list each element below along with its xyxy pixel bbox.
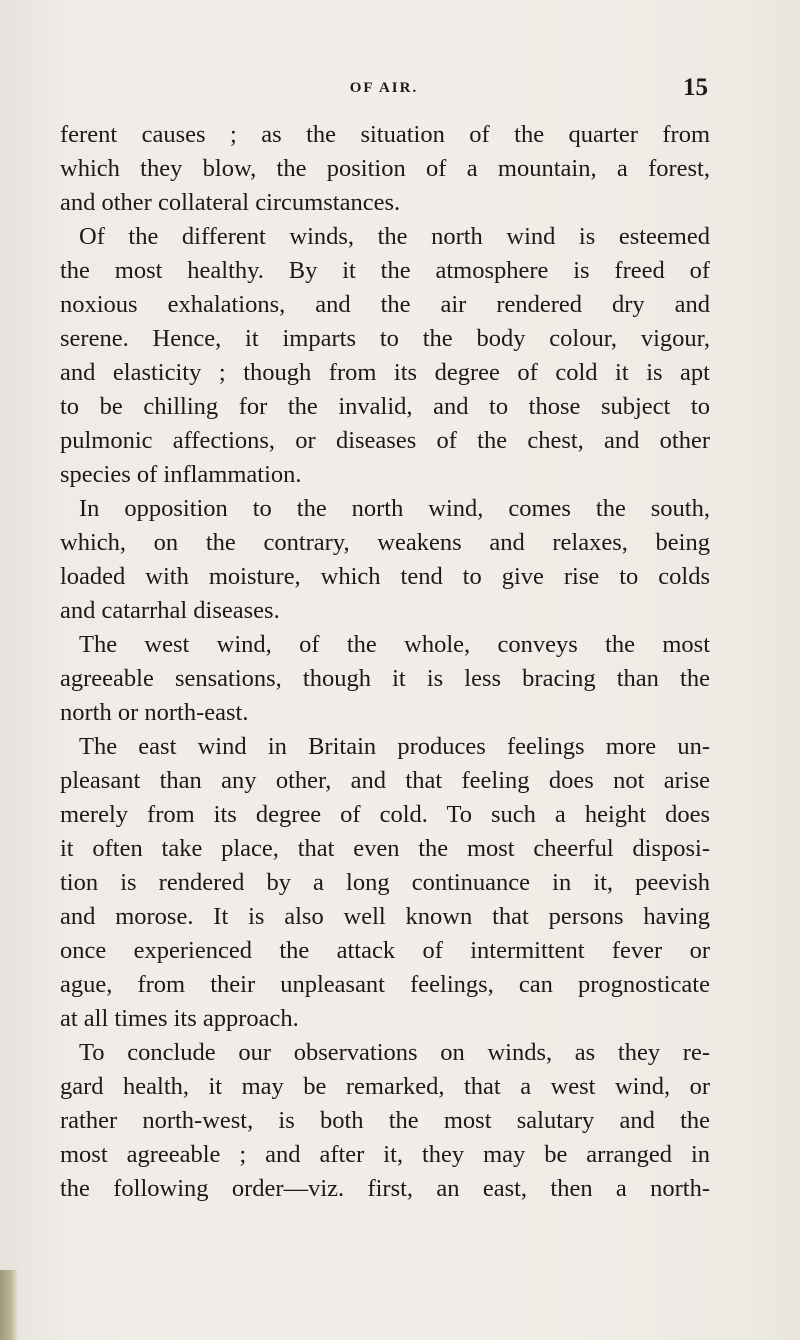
text-line: tion is rendered by a long continuance in it, peevish: [60, 869, 710, 896]
paragraph-start-line: The east wind in Britain produces feelings more un-: [79, 733, 710, 760]
text-line: merely from its degree of cold. To such a height does: [60, 801, 710, 828]
running-title: OF AIR.: [349, 80, 419, 96]
paragraph-start-line: To conclude our observations on winds, as they re-: [79, 1039, 710, 1066]
body-text: [60, 118, 710, 1206]
text-line: and other collateral circumstances.: [60, 189, 401, 216]
text-line: which, on the contrary, weakens and relaxes, being: [60, 529, 710, 556]
text-line: most agreeable ; and after it, they may be arranged in: [60, 1141, 710, 1168]
page-number: 15: [683, 74, 708, 101]
text-line: at all times its approach.: [60, 1005, 299, 1032]
paragraph-start-line: Of the different winds, the north wind is esteemed: [79, 223, 710, 250]
text-line: north or north-east.: [60, 699, 249, 726]
text-line: the most healthy. By it the atmosphere is freed of: [60, 257, 710, 284]
text-line: ferent causes ; as the situation of the quarter from: [60, 121, 710, 148]
text-line: rather north-west, is both the most salutary and the: [60, 1107, 710, 1134]
text-line: which they blow, the position of a mountain, a forest,: [60, 155, 710, 182]
text-line: and catarrhal diseases.: [60, 597, 280, 624]
text-line: ague, from their unpleasant feelings, can prognosticate: [60, 971, 710, 998]
text-line: species of inflammation.: [60, 461, 302, 488]
text-line: gard health, it may be remarked, that a west wind, or: [60, 1073, 710, 1100]
running-head: [60, 74, 708, 104]
text-line: the following order—viz. first, an east, then a north-: [60, 1175, 710, 1202]
text-line: and elasticity ; though from its degree of cold it is apt: [60, 359, 710, 386]
paragraph-start-line: The west wind, of the whole, conveys the most: [79, 631, 710, 658]
text-line: pleasant than any other, and that feeling does not arise: [60, 767, 710, 794]
text-line: it often take place, that even the most cheerful disposi-: [60, 835, 710, 862]
text-line: noxious exhalations, and the air rendered dry and: [60, 291, 710, 318]
text-line: once experienced the attack of intermittent fever or: [60, 937, 710, 964]
text-line: agreeable sensations, though it is less bracing than the: [60, 665, 710, 692]
text-line: and morose. It is also well known that persons having: [60, 903, 710, 930]
text-line: pulmonic affections, or diseases of the chest, and other: [60, 427, 710, 454]
text-line: loaded with moisture, which tend to give rise to colds: [60, 563, 710, 590]
paragraph-start-line: In opposition to the north wind, comes the south,: [79, 495, 710, 522]
page-edge-stain: [0, 1270, 18, 1340]
text-line: serene. Hence, it imparts to the body colour, vigour,: [60, 325, 710, 352]
text-line: to be chilling for the invalid, and to those subject to: [60, 393, 710, 420]
